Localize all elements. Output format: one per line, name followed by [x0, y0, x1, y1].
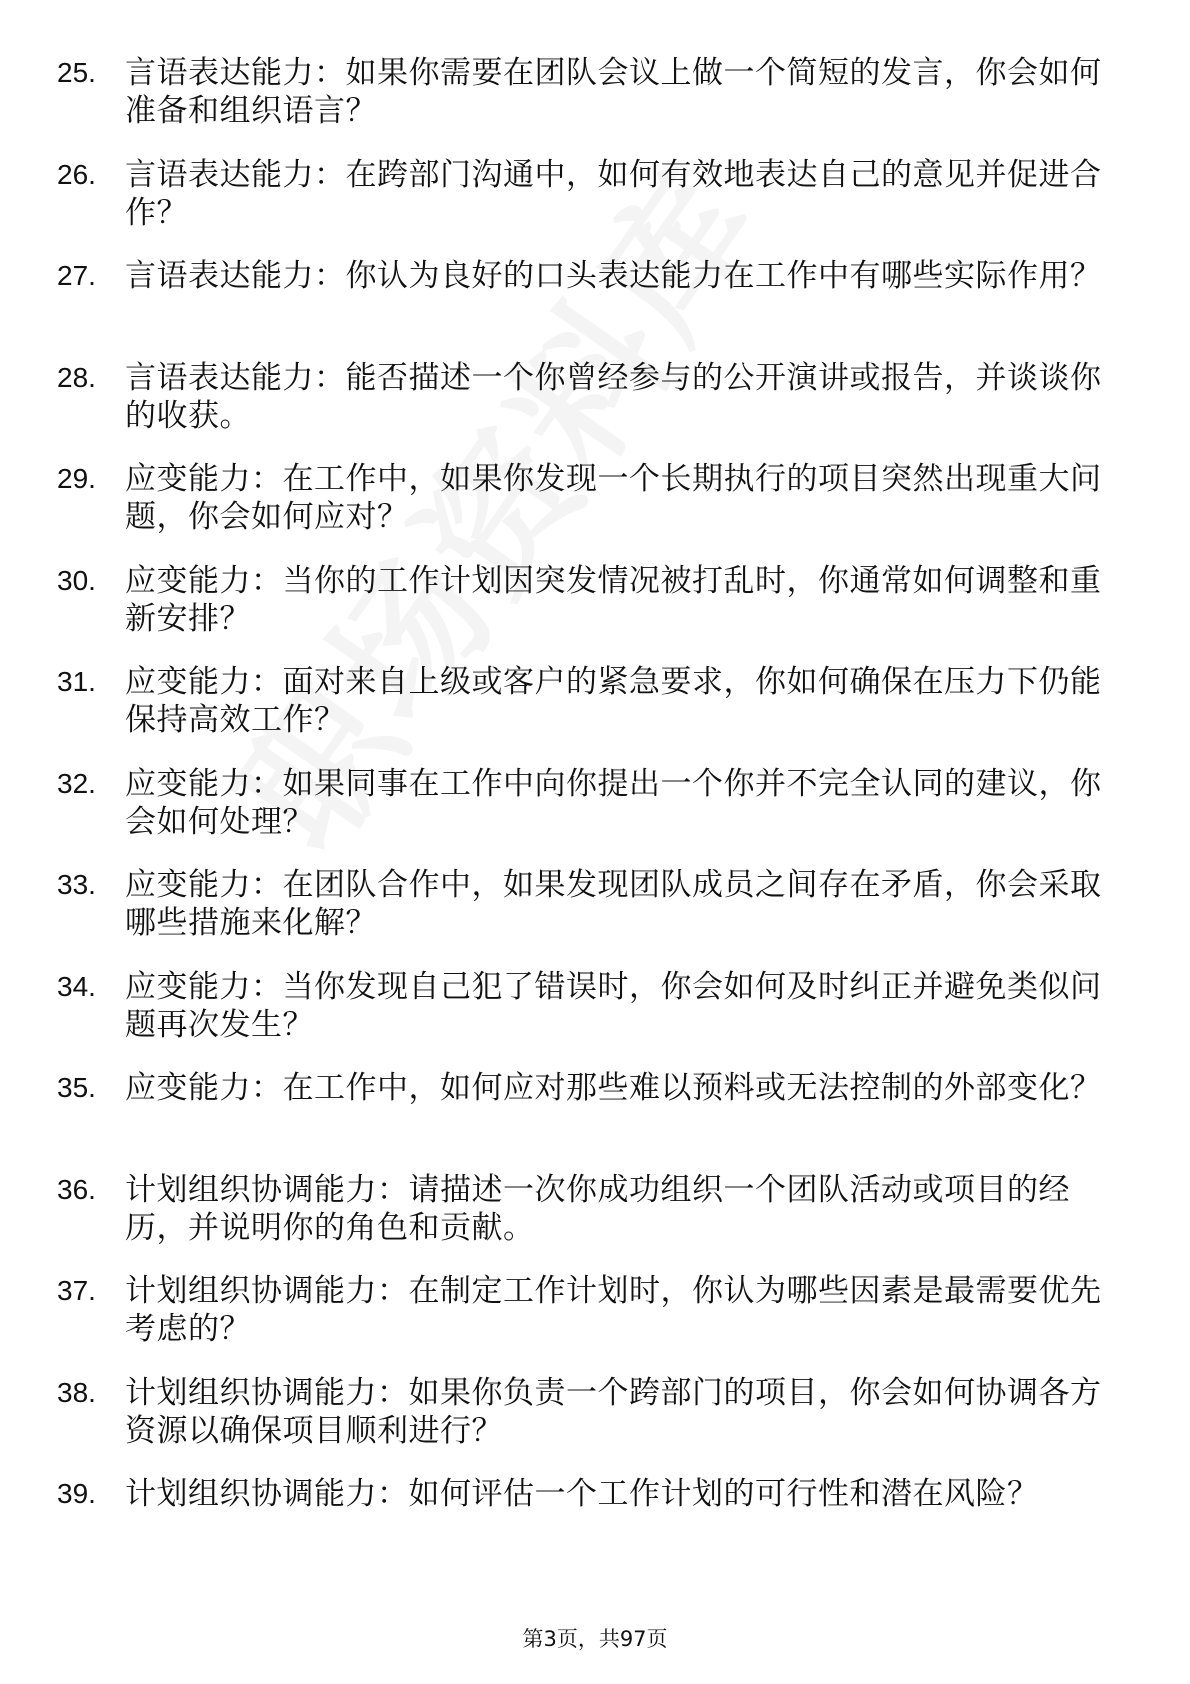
question-list — [0, 54, 1190, 1577]
question-number: 31. — [57, 666, 96, 697]
question-text: 计划组织协调能力：请描述一次你成功组织一个团队活动或项目的经历，并说明你的角色和贡献。 — [125, 1171, 1070, 1246]
question-number: 38. — [57, 1376, 96, 1408]
page-footer: 第3页，共97页 — [522, 1627, 668, 1651]
question-text: 应变能力：当你的工作计划因突发情况被打乱时，你通常如何调整和重新安排？ — [125, 562, 1102, 637]
question-number: 29. — [57, 463, 96, 494]
question-item — [0, 1171, 1190, 1273]
question-item — [0, 1069, 1190, 1171]
question-number: 33. — [57, 869, 96, 900]
question-text: 应变能力：如果同事在工作中向你提出一个你并不完全认同的建议，你会如何处理？ — [125, 765, 1102, 840]
question-text: 计划组织协调能力：在制定工作计划时，你认为哪些因素是最需要优先考虑的？ — [125, 1273, 1102, 1347]
question-number: 25. — [57, 57, 96, 88]
question-number: 27. — [57, 260, 96, 291]
question-text: 言语表达能力：如果你需要在团队会议上做一个简短的发言，你会如何准备和组织语言？ — [125, 55, 1102, 129]
question-text: 言语表达能力：你认为良好的口头表达能力在工作中有哪些实际作用？ — [125, 258, 1102, 294]
question-text: 计划组织协调能力：如何评估一个工作计划的可行性和潜在风险？ — [125, 1476, 1039, 1512]
question-item — [0, 968, 1190, 1070]
question-number: 36. — [57, 1173, 96, 1205]
question-item — [0, 663, 1190, 765]
question-text: 应变能力：在工作中，如果你发现一个长期执行的项目突然出现重大问题，你会如何应对？ — [125, 461, 1102, 535]
question-number: 35. — [57, 1072, 96, 1103]
question-item — [0, 866, 1190, 968]
question-number: 34. — [57, 970, 96, 1002]
question-item — [0, 765, 1190, 867]
question-text: 应变能力：在团队合作中，如果发现团队成员之间存在矛盾，你会采取哪些措施来化解？ — [125, 867, 1102, 941]
question-item — [0, 460, 1190, 562]
question-number: 37. — [57, 1275, 96, 1306]
question-item — [0, 359, 1190, 461]
question-item — [0, 156, 1190, 258]
question-item — [0, 562, 1190, 664]
question-item — [0, 257, 1190, 359]
question-item — [0, 1374, 1190, 1476]
question-number: 26. — [57, 158, 96, 190]
question-text: 言语表达能力：能否描述一个你曾经参与的公开演讲或报告，并谈谈你的收获。 — [125, 359, 1102, 434]
question-number: 28. — [57, 361, 96, 393]
question-text: 言语表达能力：在跨部门沟通中，如何有效地表达自己的意见并促进合作？ — [125, 156, 1102, 231]
question-item — [0, 54, 1190, 156]
question-text: 应变能力：当你发现自己犯了错误时，你会如何及时纠正并避免类似问题再次发生？ — [125, 968, 1102, 1043]
question-number: 39. — [57, 1478, 96, 1509]
question-text: 应变能力：在工作中，如何应对那些难以预料或无法控制的外部变化？ — [125, 1070, 1102, 1106]
question-item — [0, 1272, 1190, 1374]
question-text: 应变能力：面对来自上级或客户的紧急要求，你如何确保在压力下仍能保持高效工作？ — [125, 664, 1102, 738]
question-number: 32. — [57, 767, 96, 799]
question-text: 计划组织协调能力：如果你负责一个跨部门的项目，你会如何协调各方资源以确保项目顺利进行？ — [125, 1374, 1102, 1449]
question-item — [0, 1475, 1190, 1577]
question-number: 30. — [57, 564, 96, 596]
